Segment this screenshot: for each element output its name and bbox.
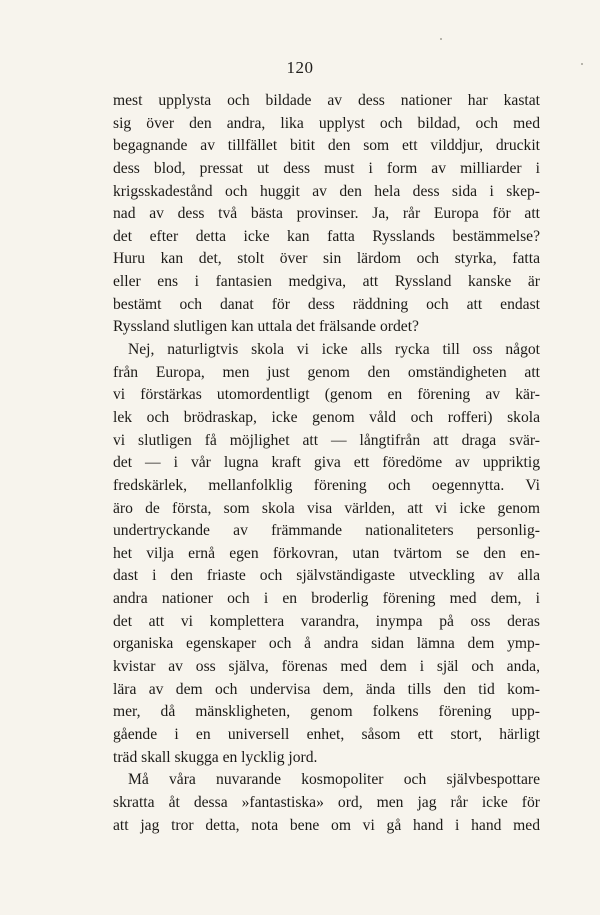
text-line: skratta åt dessa »fantastiska» ord, men jag rår icke för: [113, 793, 540, 811]
body-text: [113, 90, 540, 837]
text-line: bestämt och danat för dess räddning och att endast: [113, 295, 540, 313]
paper-speck: [581, 63, 583, 65]
text-line: vi slutligen få möjlighet att — långtifrån att draga svär-: [113, 431, 540, 449]
text-line: från Europa, men just genom den omständigheten att: [113, 363, 540, 381]
text-line: Nej, naturligtvis skola vi icke alls rycka till oss något: [128, 341, 540, 359]
text-line: Må våra nuvarande kosmopoliter och självbespottare: [128, 771, 540, 789]
text-line: träd skall skugga en lycklig jord.: [113, 748, 318, 766]
text-line: andra nationer och i en broderlig förening med dem, i: [113, 590, 540, 608]
text-line: Ryssland slutligen kan uttala det frälsande ordet?: [113, 318, 419, 336]
text-line: organiska egenskaper och å andra sidan lämna dem ymp-: [113, 635, 540, 653]
text-line: Huru kan det, stolt över sin lärdom och styrka, fatta: [113, 250, 540, 268]
text-line: mer, då mänskligheten, genom folkens förening upp-: [113, 703, 540, 721]
text-line: äro de första, som skola visa världen, att vi icke genom: [113, 499, 540, 517]
text-line: det efter detta icke kan fatta Rysslands bestämmelse?: [113, 227, 540, 245]
text-line: begagnande av tillfället bitit den som ett vilddjur, druckit: [113, 137, 540, 155]
text-line: krigsskadestånd och huggit av den hela dess sida i skep-: [113, 182, 540, 200]
text-line: kvistar av oss själva, förenas med dem i själ och anda,: [113, 658, 540, 676]
text-line: het vilja ernå egen förkovran, utan tvärtom se den en-: [113, 544, 540, 562]
text-line: dast i den friaste och självständigaste utveckling av alla: [113, 567, 540, 585]
text-line: mest upplysta och bildade av dess nationer har kastat: [113, 92, 540, 109]
text-line: det att vi komplettera varandra, inympa på oss deras: [113, 612, 540, 630]
text-line: nad av dess två bästa provinser. Ja, rår Europa för att: [113, 205, 540, 223]
text-line: sig över den andra, lika upplyst och bildad, och med: [113, 114, 540, 132]
text-line: lek och brödraskap, icke genom våld och rofferi) skola: [113, 408, 540, 426]
text-line: att jag tror detta, nota bene om vi gå hand i hand med: [113, 816, 540, 834]
text-line: undertryckande av främmande nationaliteters personlig-: [113, 522, 540, 540]
text-line: det — i vår lugna kraft giva ett föredöme av uppriktig: [113, 454, 540, 472]
paper-speck: [440, 38, 442, 40]
text-line: lära av dem och undervisa dem, ända tills den tid kom-: [113, 680, 540, 698]
text-line: fredskärlek, mellanfolklig förening och oegennytta. Vi: [113, 476, 540, 494]
page-number: 120: [286, 58, 314, 77]
text-line: vi förstärkas utomordentligt (genom en förening av kär-: [113, 386, 540, 404]
text-line: dess blod, pressat ut dess must i form av milliarder i: [113, 159, 540, 177]
text-line: eller ens i fantasien medgiva, att Ryssland kanske är: [113, 273, 540, 291]
text-line: gående i en universell enhet, såsom ett stort, härligt: [113, 725, 540, 743]
